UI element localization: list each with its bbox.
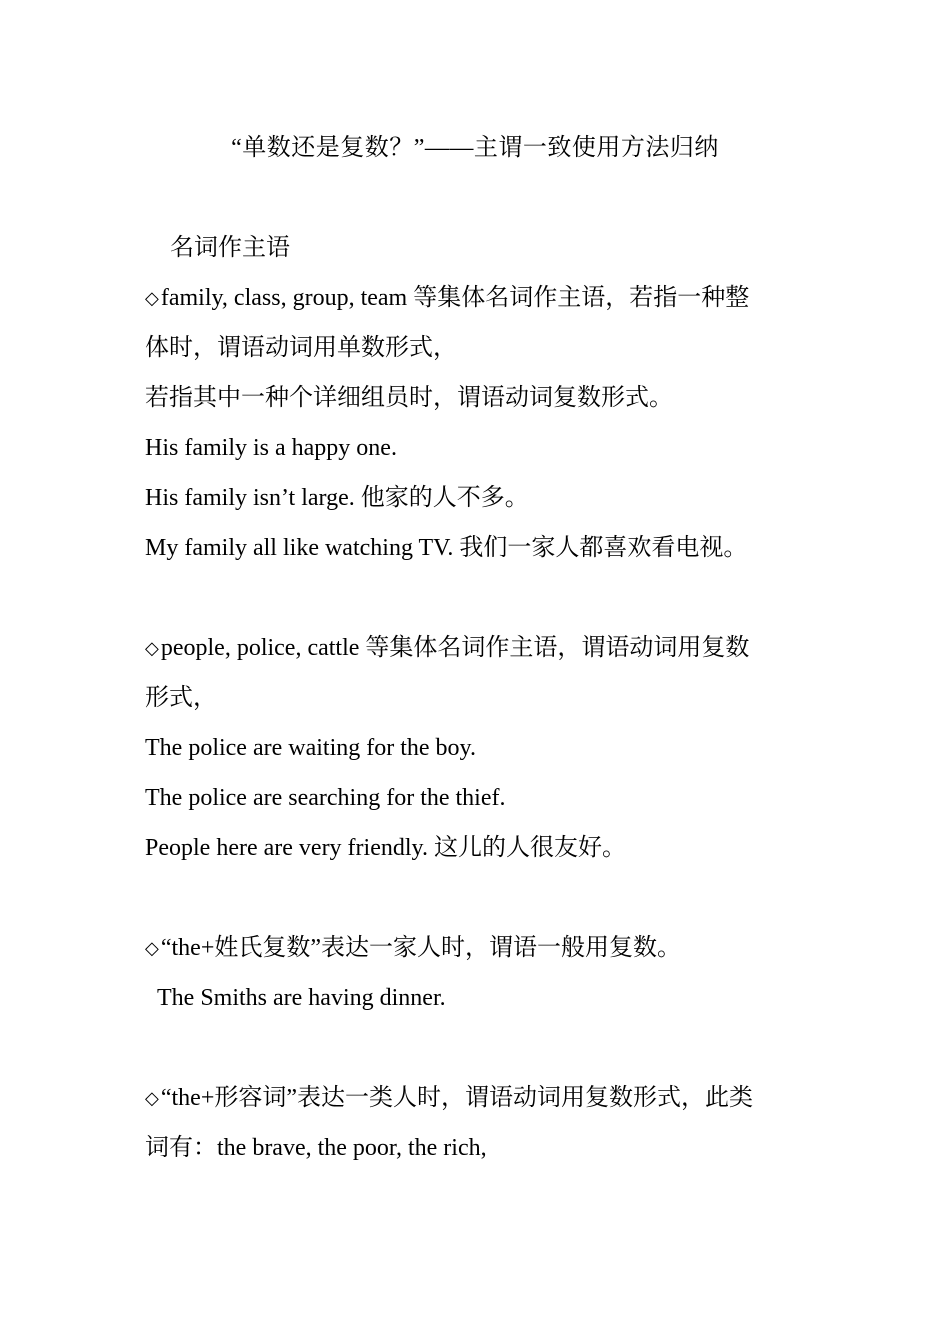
blank-line — [145, 580, 810, 630]
blank-line — [145, 880, 810, 930]
rule-people-line1 — [145, 630, 810, 680]
rule-text: family, class, group, team 等集体名词作主语，若指一种整 — [160, 285, 750, 311]
example-sentence: His family isn’t large. 他家的人不多。 — [145, 485, 529, 511]
diamond-bullet-icon: ◇ — [145, 638, 159, 658]
diamond-bullet-icon: ◇ — [145, 1088, 159, 1108]
rule-text: people, police, cattle 等集体名词作主语，谓语动词用复数 — [160, 635, 750, 661]
rule-family-line3: 若指其中一种个详细组员时，谓语动词复数形式。 — [145, 385, 673, 411]
rule-adjective-line1 — [145, 1080, 810, 1130]
diamond-bullet-icon: ◇ — [145, 938, 159, 958]
diamond-bullet-icon: ◇ — [145, 288, 159, 308]
example-sentence: His family is a happy one. — [145, 435, 397, 461]
document-title: “单数还是复数？”——主谓一致使用方法归纳 — [231, 135, 719, 161]
example-sentence: The police are searching for the thief. — [145, 785, 506, 811]
rule-family-line1 — [145, 280, 810, 330]
section-heading: 名词作主语 — [170, 235, 290, 261]
rule-text: “the+姓氏复数”表达一家人时，谓语一般用复数。 — [160, 935, 682, 961]
rule-family-line2: 体时，谓语动词用单数形式， — [145, 335, 457, 361]
blank-line — [145, 1030, 810, 1080]
example-sentence: People here are very friendly. 这儿的人很友好。 — [145, 835, 626, 861]
rule-people-line2: 形式， — [145, 685, 217, 711]
rule-adjective-line2: 词有：the brave, the poor, the rich, — [145, 1135, 487, 1161]
rule-surname-line1 — [145, 930, 810, 980]
rule-text: “the+形容词”表达一类人时，谓语动词用复数形式，此类 — [160, 1085, 754, 1111]
example-sentence: The Smiths are having dinner. — [157, 985, 446, 1011]
document-body — [145, 230, 810, 1180]
example-sentence: The police are waiting for the boy. — [145, 735, 476, 761]
example-sentence: My family all like watching TV. 我们一家人都喜欢看电视。 — [145, 535, 748, 561]
